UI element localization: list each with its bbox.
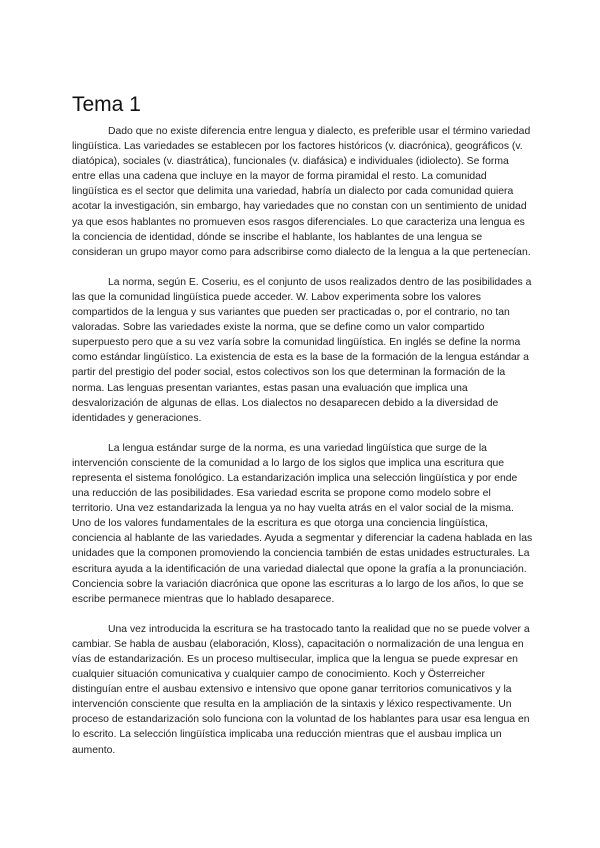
paragraph-variedad-linguistica: Dado que no existe diferencia entre lengua y dialecto, es preferible usar el término variedad lingüística. Las variedades se establecen por los factores históricos (v. diacrónica), geográficos (v. diatópica), sociales (v. diastrática), funcionales (v. diafásica) e individuales (idiolecto). Se forma entre ellas una cadena que incluye en la mayor de forma piramidal el resto. La comunidad lingüística es el sector que delimita una variedad, habría un dialecto por cada comunidad quiera acotar la investigación, sin embargo, hay variedades que no constan con un sentimiento de unidad ya que esos hablantes no promueven esos rasgos diferenciales. Lo que caracteriza una lengua es la conciencia de identidad, dónde se inscribe el hablante, los hablantes de una lengua se consideran un grupo mayor como para adscribirse como dialecto de la lengua a la que pertenecían. [72, 126, 531, 258]
page-title: Tema 1 [72, 93, 141, 116]
paragraph-norma: La norma, según E. Coseriu, es el conjunto de usos realizados dentro de las posibilidades a las que la comunidad lingüística puede acceder. W. Labov experimenta sobre los valores compartidos de la lengua y sus variantes que pueden ser practicadas o, por el contrario, no tan valoradas. Sobre las variedades existe la norma, que se define como un valor compartido superpuesto pero que a su vez varía sobre la comunidad lingüística. En inglés se define la norma como estándar lingüístico. La existencia de esta es la base de la formación de la lengua estándar a partir del prestigio del poder social, estos colectivos son los que determinan la formación de la norma. Las lenguas presentan variantes, estas pasan una evaluación que implica una desvalorización de algunas de ellas. Los dialectos no desaparecen debido a la diversidad de identidades y generaciones. [72, 276, 532, 424]
paragraph-lengua-estandar: La lengua estándar surge de la norma, es una variedad lingüística que surge de la intervención consciente de la comunidad a lo largo de los siglos que implica una escritura que representa el sistema fonológico. La estandarización implica una selección lingüística y por ende una reducción de las posibilidades. Esa variedad escrita se propone como modelo sobre el territorio. Una vez estandarizada la lengua ya no hay vuelta atrás en el valor social de la misma. Uno de los valores fundamentales de la escritura es que otorga una conciencia lingüística, conciencia al hablante de las variedades. Ayuda a segmentar y diferenciar la cadena hablada en las unidades que la componen promoviendo la conciencia también de estas unidades estructurales. La escritura ayuda a la identificación de una variedad dialectal que opone la grafía a la pronunciación. Conciencia sobre la variación diacrónica que opone las escrituras a lo largo de los años, lo que se escribe permanece mientras que lo hablado desaparece. [72, 442, 533, 605]
document-body [72, 124, 533, 773]
paragraph-ausbau: Una vez introducida la escritura se ha trastocado tanto la realidad que no se puede volver a cambiar. Se habla de ausbau (elaboración, Kloss), capacitación o normalización de una lengua en vías de estandarización. Es un proceso multisecular, implica que la lengua se puede expresar en cualquier situación comunicativa y cualquier campo de conocimiento. Koch y Österreicher distinguían entre el ausbau extensivo e intensivo que opone ganar territorios comunicativos y la intervención consciente que resulta en la ampliación de la sintaxis y léxico respectivamente. Un proceso de estandarización solo funciona con la voluntad de los hablantes para usar esa lengua en lo escrito. La selección lingüística implicaba una reducción mientras que el ausbau implica un aumento. [72, 623, 530, 756]
